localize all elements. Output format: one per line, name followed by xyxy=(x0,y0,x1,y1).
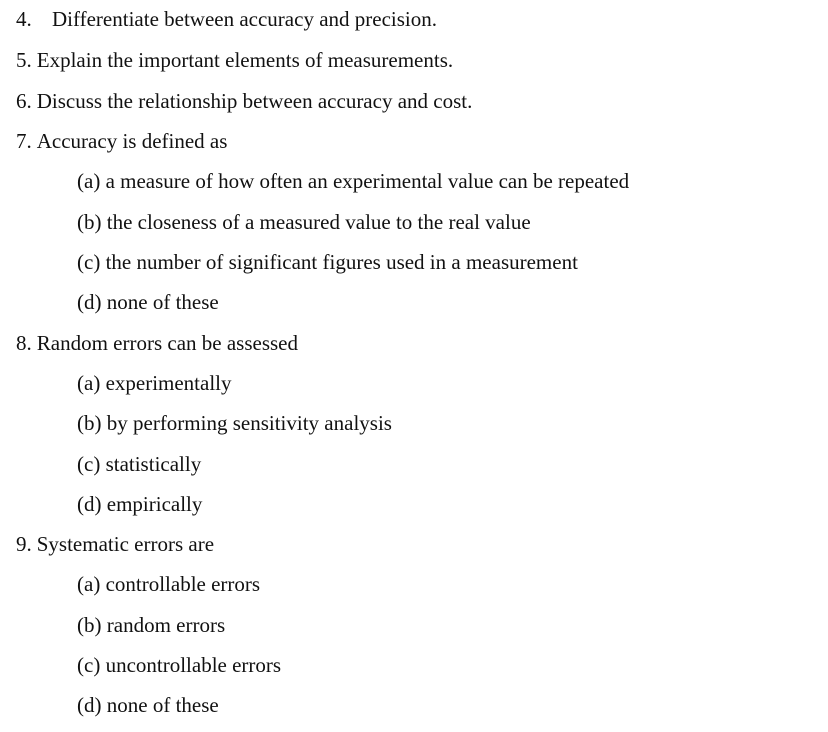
question-number: 8. xyxy=(16,331,32,355)
option-text: none of these xyxy=(106,693,219,717)
question-8 xyxy=(16,330,298,356)
option-8b xyxy=(77,410,392,436)
option-text: none of these xyxy=(106,290,219,314)
option-text: statistically xyxy=(105,452,202,476)
option-9a xyxy=(77,571,260,597)
option-label: (b) xyxy=(77,411,102,435)
question-6 xyxy=(16,88,472,114)
question-4 xyxy=(16,6,437,32)
option-8a xyxy=(77,370,232,396)
option-text: random errors xyxy=(106,613,226,637)
option-text: by performing sensitivity analysis xyxy=(106,411,392,435)
question-number: 4. xyxy=(16,7,32,31)
option-7d xyxy=(77,289,219,315)
option-text: the closeness of a measured value to the real value xyxy=(106,210,531,234)
option-text: experimentally xyxy=(105,371,232,395)
question-5 xyxy=(16,47,453,73)
question-text: Discuss the relationship between accuracy and cost. xyxy=(36,89,473,113)
option-label: (d) xyxy=(77,492,102,516)
option-9b xyxy=(77,612,225,638)
option-label: (c) xyxy=(77,250,101,274)
option-label: (b) xyxy=(77,210,102,234)
option-8d xyxy=(77,491,202,517)
question-7 xyxy=(16,128,227,154)
option-8c xyxy=(77,451,201,477)
question-number: 5. xyxy=(16,48,32,72)
option-label: (b) xyxy=(77,613,102,637)
option-text: empirically xyxy=(106,492,203,516)
option-label: (c) xyxy=(77,653,101,677)
option-label: (d) xyxy=(77,290,102,314)
question-9 xyxy=(16,531,214,557)
option-text: controllable errors xyxy=(105,572,261,596)
option-7a xyxy=(77,168,629,194)
question-number: 7. xyxy=(16,129,32,153)
question-text: Explain the important elements of measurements. xyxy=(36,48,454,72)
option-9c xyxy=(77,652,281,678)
option-7c xyxy=(77,249,578,275)
option-9d xyxy=(77,692,219,718)
option-text: the number of significant figures used in a measurement xyxy=(105,250,578,274)
option-text: a measure of how often an experimental value can be repeated xyxy=(105,169,630,193)
question-text: Accuracy is defined as xyxy=(36,129,228,153)
option-label: (a) xyxy=(77,572,101,596)
question-text: Differentiate between accuracy and precision. xyxy=(52,7,437,31)
question-text: Systematic errors are xyxy=(36,532,215,556)
question-text: Random errors can be assessed xyxy=(36,331,298,355)
option-label: (a) xyxy=(77,371,101,395)
option-label: (c) xyxy=(77,452,101,476)
option-label: (d) xyxy=(77,693,102,717)
option-label: (a) xyxy=(77,169,101,193)
question-number: 6. xyxy=(16,89,32,113)
option-7b xyxy=(77,209,531,235)
option-text: uncontrollable errors xyxy=(105,653,282,677)
question-number: 9. xyxy=(16,532,32,556)
